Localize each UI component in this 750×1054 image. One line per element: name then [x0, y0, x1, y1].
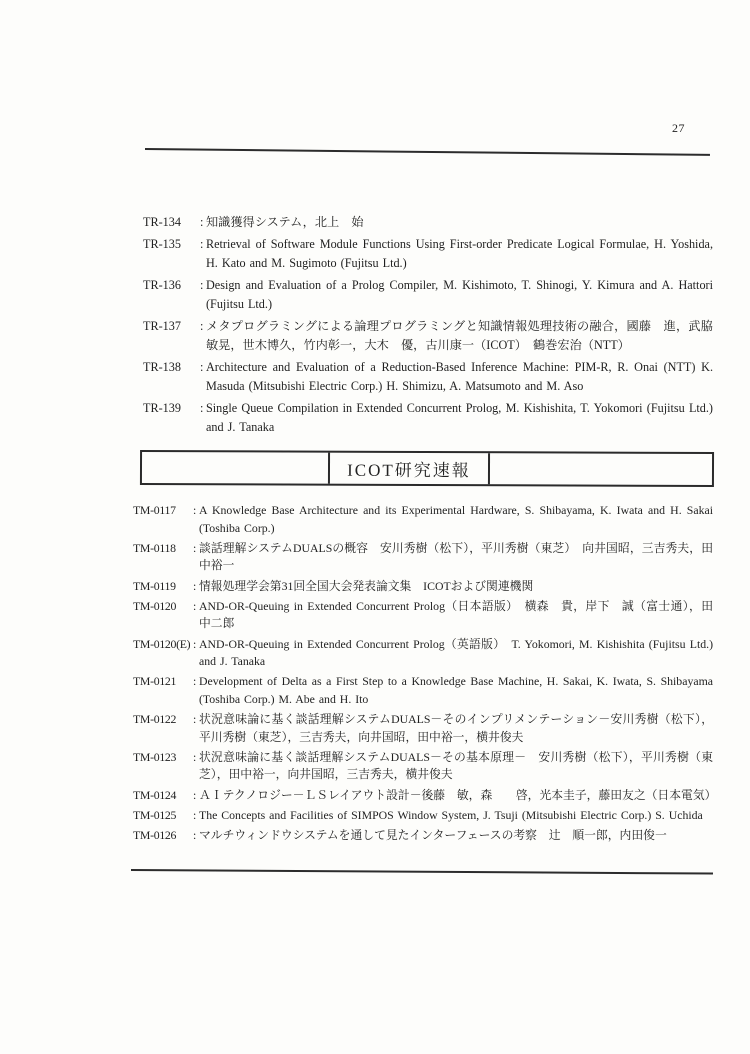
entry-separator: : — [200, 278, 204, 292]
entry-separator: : — [193, 674, 197, 689]
report-id: TM-0121 — [133, 674, 177, 689]
entry-separator: : — [193, 712, 197, 727]
report-id: TM-0118 — [133, 540, 176, 555]
report-title: AND-OR-Queuing in Extended Concurrent Prolog（日本語版） 横森 貴，岸下 誠（富士通），田中二郎 — [199, 598, 713, 631]
banner-cell-left — [142, 452, 330, 484]
report-title: Single Queue Compilation in Extended Concurrent Prolog, M. Kishishita, T. Yokomori (Fujitsu Ltd.) and J. Tanaka — [206, 401, 713, 434]
report-title: Design and Evaluation of a Prolog Compiler, M. Kishimoto, T. Shinogi, Y. Kimura and A. Hattori (Fujitsu Ltd.) — [206, 278, 713, 311]
report-entry — [133, 673, 713, 708]
report-title: Development of Delta as a First Step to a Knowledge Base Machine, H. Sakai, K. Iwata, S. Shibayama (Toshiba Corp.) M. Abe and H. Ito — [199, 674, 713, 706]
report-title: Retrieval of Software Module Functions Using First-order Predicate Logical Formulae, H. Yoshida, H. Kato and M. Sugimoto (Fujitsu Ltd.) — [206, 237, 713, 270]
entry-separator: : — [193, 598, 197, 613]
report-title: 状況意味論に基く談話理解システムDUALS－その基本原理－ 安川秀樹（松下），平川秀樹（東芝），田中裕一，向井国昭，三吉秀夫，横井俊夫 — [199, 749, 713, 782]
report-id: TR-136 — [143, 278, 181, 292]
page-number: 27 — [672, 121, 685, 135]
entry-separator: : — [193, 828, 197, 843]
report-entry — [143, 399, 713, 437]
entry-separator: : — [193, 749, 197, 764]
report-id: TM-0122 — [133, 712, 177, 727]
report-entry — [133, 578, 713, 596]
report-entry — [133, 636, 713, 671]
banner-cell-right — [490, 453, 712, 485]
entry-separator: : — [200, 401, 204, 415]
report-entry — [133, 502, 713, 537]
report-id: TM-0117 — [133, 503, 176, 517]
report-id: TM-0124 — [133, 787, 177, 802]
entry-separator: : — [200, 237, 204, 251]
report-id: TM-0125 — [133, 807, 177, 822]
section-title: ICOT研究速報 — [330, 453, 490, 485]
report-title: ＡＩテクノロジー－ＬＳレイアウト設計－後藤 敏，森 啓，光本圭子，藤田友之（日本電気） — [199, 787, 717, 802]
report-title: AND-OR-Queuing in Extended Concurrent Prolog（英語版） T. Yokomori, M. Kishishita (Fujitsu Ltd.) and J. Tanaka — [199, 636, 713, 669]
tm-report-list — [133, 502, 717, 847]
report-id: TM-0126 — [133, 828, 177, 843]
report-title: A Knowledge Base Architecture and its Experimental Hardware, S. Shibayama, K. Iwata and H. Sakai (Toshiba Corp.) — [199, 503, 713, 535]
entry-separator: : — [193, 807, 197, 822]
report-entry — [143, 317, 713, 355]
report-id: TR-135 — [143, 237, 181, 251]
report-title: メタプログラミングによる論理プログラミングと知識情報処理技術の融合，國藤 進，武脇敏晃，世木博久，竹内彰一，大木 優，古川康一（ICOT） 鶴巻宏治（NTT） — [206, 319, 713, 352]
report-title: Architecture and Evaluation of a Reduction-Based Inference Machine: PIM-R, R. Onai (NTT) K. Masuda (Mitsubishi Electric Corp.) H. Shimizu, A. Matsumoto and M. Aso — [206, 360, 713, 393]
report-title: 談話理解システムDUALSの概容 安川秀樹（松下），平川秀樹（東芝） 向井国昭，三吉秀夫，田中裕一 — [199, 540, 713, 573]
tr-report-list — [143, 213, 713, 440]
report-entry — [143, 276, 713, 314]
report-title: 知識獲得システム，北上 始 — [206, 215, 364, 229]
report-entry — [133, 827, 713, 845]
report-id: TR-137 — [143, 319, 181, 333]
report-title: 状況意味論に基く談話理解システムDUALS－そのインプリメンテーション－安川秀樹（松下），平川秀樹（東芝），三吉秀夫，向井国昭，田中裕一，横井俊夫 — [199, 712, 713, 744]
report-entry — [133, 807, 713, 825]
entry-separator: : — [200, 319, 204, 333]
report-entry — [133, 598, 713, 633]
report-entry — [133, 787, 717, 805]
entry-separator: : — [193, 503, 197, 517]
report-id: TM-0123 — [133, 749, 177, 764]
entry-separator: : — [193, 540, 197, 555]
report-id: TM-0120 — [133, 598, 177, 613]
entry-separator: : — [193, 787, 197, 802]
report-title: 情報処理学会第31回全国大会発表論文集 ICOTおよび関連機関 — [199, 578, 534, 593]
entry-separator: : — [200, 360, 204, 374]
report-id: TM-0120(E) — [133, 636, 191, 651]
report-id: TR-134 — [143, 215, 181, 229]
report-entry — [143, 213, 713, 232]
report-entry — [133, 540, 713, 575]
report-id: TR-138 — [143, 360, 181, 374]
report-id: TR-139 — [143, 401, 181, 415]
report-entry — [133, 749, 713, 784]
report-entry — [133, 711, 713, 746]
report-title: The Concepts and Facilities of SIMPOS Window System, J. Tsuji (Mitsubishi Electric Corp.) S. Uchida — [199, 807, 703, 822]
entry-separator: : — [193, 636, 197, 651]
top-divider — [145, 148, 710, 156]
bottom-divider — [131, 869, 713, 875]
section-banner — [140, 450, 714, 487]
entry-separator: : — [193, 578, 197, 593]
report-entry — [143, 358, 713, 396]
report-entry — [143, 235, 713, 273]
report-title: マルチウィンドウシステムを通して見たインターフェースの考察 辻 順一郎，内田俊一 — [199, 828, 667, 843]
entry-separator: : — [200, 215, 204, 229]
report-id: TM-0119 — [133, 578, 176, 593]
